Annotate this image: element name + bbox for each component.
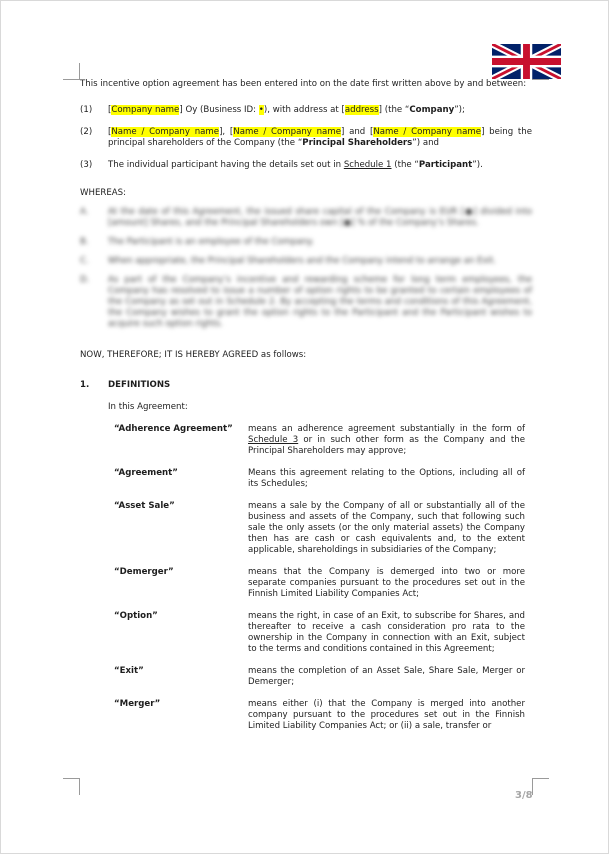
crop-mark-bottom-left [63,778,80,795]
now-therefore: NOW, THEREFORE; IT IS HEREBY AGREED as follows: [80,350,307,360]
recital-d: D. As part of the Company’s incentive and rewarding scheme for long term employees, the Company has resolved to issue a number of option rights to be granted to certain employees of the Company as set out in Schedule 2. By accepting the terms and conditions of this Agreement, the Company wishes to grant the option rights to the Participant and the Participant wishes to acquire such option rights. [80,275,532,329]
section-title: DEFINITIONS [108,380,171,390]
definitions-list [80,424,532,732]
definition-term: “Exit” [114,666,144,676]
section-number: 1. [80,380,90,390]
party-2: (2) [Name / Company name], [Name / Company name] and [Name / Company name] being the principal shareholders of the Company (the “Principal Shareholders”) and [80,127,533,148]
definition-text: means the completion of an Asset Sale, Share Sale, Merger or Demerger; [248,666,525,687]
intro-paragraph: This incentive option agreement has been entered into on the date first written above by and between: [80,79,527,89]
party-number: (1) [80,105,93,115]
page-number: 3/8 [515,790,533,801]
recitals-blurred [80,207,532,330]
recital-b: B. The Participant is an employee of the Company. [80,237,314,247]
recital-a: A. At the date of this Agreement, the issued share capital of the Company is EUR [●] divided into [amount] Shares, and the Principal Shareholders own [●] % of the Company’s Shares. [80,207,532,228]
placeholder-business-id[interactable]: • [258,105,264,115]
schedule-1-link[interactable]: Schedule 1 [343,160,392,170]
definition-text: means an adherence agreement substantially in the form of Schedule 3 or in such other form as the Company and the Principal Shareholders may approve; [248,424,525,456]
definition-text: means a sale by the Company of all or substantially all of the business and assets of the Company, such that following such sale the only assets (or the only material assets) the Company then has are cash or cash equivalents and, to the extent applicable, shareholdings in subsidiaries of the Company; [248,501,525,555]
party-3: (3) The individual participant having the details set out in Schedule 1 (the “Participant”). [80,160,483,170]
definition-row [80,424,532,457]
definition-term: “Merger” [114,699,161,709]
crop-mark-bottom-right [532,778,549,795]
definition-row [80,666,532,688]
placeholder-name-2[interactable]: Name / Company name [233,127,341,137]
definition-term: “Asset Sale” [114,501,175,511]
definition-text: means that the Company is demerged into two or more separate companies pursuant to the procedures set out in the Finnish Limited Liability Companies Act; [248,567,525,599]
definition-term: “Adherence Agreement” [114,424,233,434]
definition-text: means either (i) that the Company is merged into another company pursuant to the procedures set out in the Finnish Limited Liability Companies Act; or (ii) a sale, transfer or [248,699,525,731]
definition-row [80,699,532,732]
in-this-agreement: In this Agreement: [108,402,188,412]
definition-text: means the right, in case of an Exit, to subscribe for Shares, and thereafter to receive a cash consideration pro rata to the ownership in the Company in connection with an Exit, subject to the terms and conditions contained in this Agreement; [248,611,525,654]
definition-term: “Option” [114,611,158,621]
placeholder-name-1[interactable]: Name / Company name [111,127,220,137]
crop-mark-top-left [63,63,80,80]
definition-text: Means this agreement relating to the Options, including all of its Schedules; [248,468,525,489]
definition-term: “Demerger” [114,567,174,577]
party-number: (3) [80,160,93,170]
definition-row [80,611,532,655]
section-heading-definitions [80,380,532,391]
party-number: (2) [80,127,93,137]
whereas-heading: WHEREAS: [80,188,127,198]
document-body [80,79,532,732]
definition-term: “Agreement” [114,468,178,478]
uk-flag-icon[interactable] [492,44,561,79]
schedule-3-link[interactable]: Schedule 3 [248,435,299,445]
definition-row [80,567,532,600]
placeholder-address[interactable]: address [344,105,379,115]
party-1: (1) [Company name] Oy (Business ID: •), with address at [address] (the “Company”); [80,105,465,115]
definition-row [80,468,532,490]
definition-row [80,501,532,556]
placeholder-name-3[interactable]: Name / Company name [373,127,482,137]
placeholder-company-name[interactable]: Company name [111,105,180,115]
recital-c: C. When appropriate, the Principal Shareholders and the Company intend to arrange an Exit. [80,256,497,266]
